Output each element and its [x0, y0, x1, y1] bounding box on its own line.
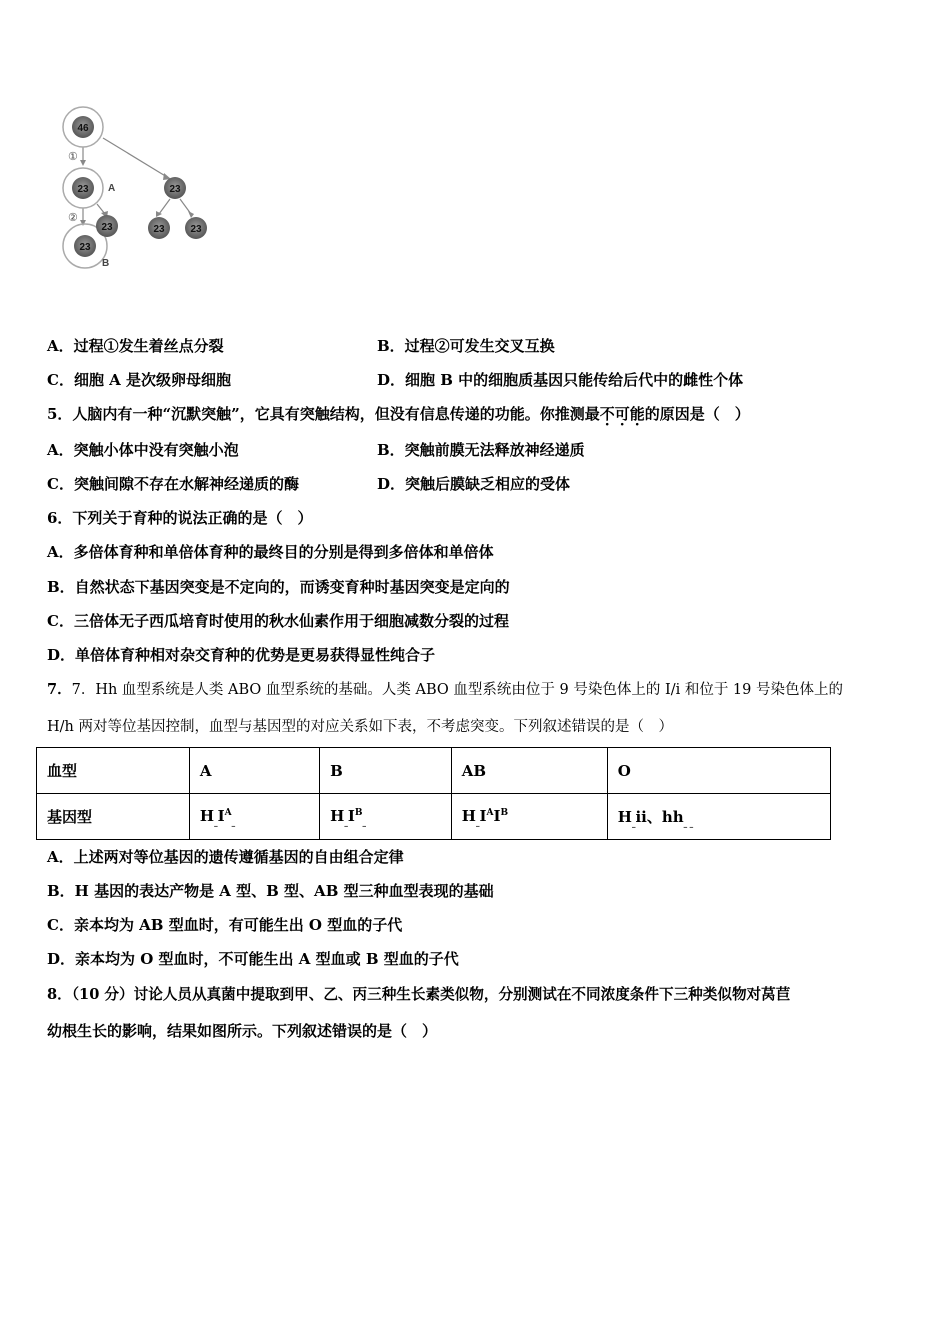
cell-division-diagram — [55, 100, 225, 275]
q5-option-c: C．突触间隙不存在水解神经递质的酶 — [47, 475, 299, 493]
q5-stem: 5．人脑内有一种“沉默突触”，它具有突触结构，但没有信息传递的功能。你推测最不可能的原因是（ ） — [47, 405, 750, 423]
q7-option-b: B．H 基因的表达产物是 A 型、B 型、AB 型三种血型表现的基础 — [47, 882, 494, 900]
q7-option-c: C．亲本均为 AB 型血时，有可能生出 O 型血的子代 — [47, 916, 403, 934]
table-header-cell: A — [189, 748, 319, 794]
genotype-b: $H_{\_}I^B_{\_}$ — [320, 794, 452, 840]
svg-text:23: 23 — [79, 242, 91, 253]
table-row-label: 基因型 — [37, 794, 190, 840]
q4-option-d: D．细胞 B 中的细胞质基因只能传给后代中的雌性个体 — [377, 371, 744, 389]
svg-text:A: A — [108, 183, 116, 194]
genotype-a: $H_{\_}I^A_{\_}$ — [189, 794, 319, 840]
q4-option-a: A．过程①发生着丝点分裂 — [47, 337, 224, 355]
q6-option-d: D．单倍体育种相对杂交育种的优势是更易获得显性纯合子 — [47, 646, 436, 664]
svg-text:23: 23 — [153, 224, 165, 235]
q4-option-c: C．细胞 A 是次级卵母细胞 — [47, 371, 232, 389]
q6-option-c: C．三倍体无子西瓜培育时使用的秋水仙素作用于细胞减数分裂的过程 — [47, 612, 509, 630]
table-header-cell: O — [607, 748, 830, 794]
svg-text:23: 23 — [101, 222, 113, 233]
svg-text:23: 23 — [77, 184, 89, 195]
svg-text:46: 46 — [77, 123, 89, 134]
table-header-cell: AB — [451, 748, 607, 794]
svg-text:②: ② — [68, 212, 78, 224]
q7-stem-line1: 7．7．Hh 血型系统是人类 ABO 血型系统的基础。人类 ABO 血型系统由位于 9 号染色体上的 I/i 和位于 19 号染色体上的 — [47, 681, 843, 698]
q8-stem-line2: 幼根生长的影响，结果如图所示。下列叙述错误的是（ ） — [47, 1022, 438, 1040]
q6-option-a: A．多倍体育种和单倍体育种的最终目的分别是得到多倍体和单倍体 — [47, 543, 494, 561]
genotype-o: $H_{\_}ii$、$hh_{\_ \_}$ — [607, 794, 830, 840]
q6-option-b: B．自然状态下基因突变是不定向的，而诱变育种时基因突变是定向的 — [47, 578, 510, 596]
q4-option-b: B．过程②可发生交叉互换 — [377, 337, 555, 355]
q7-stem-line2: H/h 两对等位基因控制，血型与基因型的对应关系如下表，不考虑突变。下列叙述错误的是（ ） — [47, 719, 673, 735]
blood-type-table — [36, 747, 831, 840]
table-header-cell: B — [320, 748, 452, 794]
q5-option-b: B．突触前膜无法释放神经递质 — [377, 441, 585, 459]
q8-stem-line1: 8．（10 分）讨论人员从真菌中提取到甲、乙、丙三种生长素类似物，分别测试在不同浓度条件下三种类似物对莴苣 — [47, 986, 791, 1003]
q5-option-d: D．突触后膜缺乏相应的受体 — [377, 475, 571, 493]
q5-option-a: A．突触小体中没有突触小泡 — [47, 441, 239, 459]
table-row — [37, 794, 831, 840]
svg-text:23: 23 — [190, 224, 202, 235]
svg-text:B: B — [102, 258, 110, 269]
genotype-ab: $H_{\_}I^AI^B$ — [451, 794, 607, 840]
svg-text:23: 23 — [169, 184, 181, 195]
q7-option-d: D．亲本均为 O 型血时，不可能生出 A 型血或 B 型血的子代 — [47, 950, 459, 968]
table-row — [37, 748, 831, 794]
table-header-cell: 血型 — [37, 748, 190, 794]
q6-stem: 6．下列关于育种的说法正确的是（ ） — [47, 509, 313, 527]
q7-option-a: A．上述两对等位基因的遗传遵循基因的自由组合定律 — [47, 848, 404, 866]
svg-text:①: ① — [68, 151, 78, 163]
